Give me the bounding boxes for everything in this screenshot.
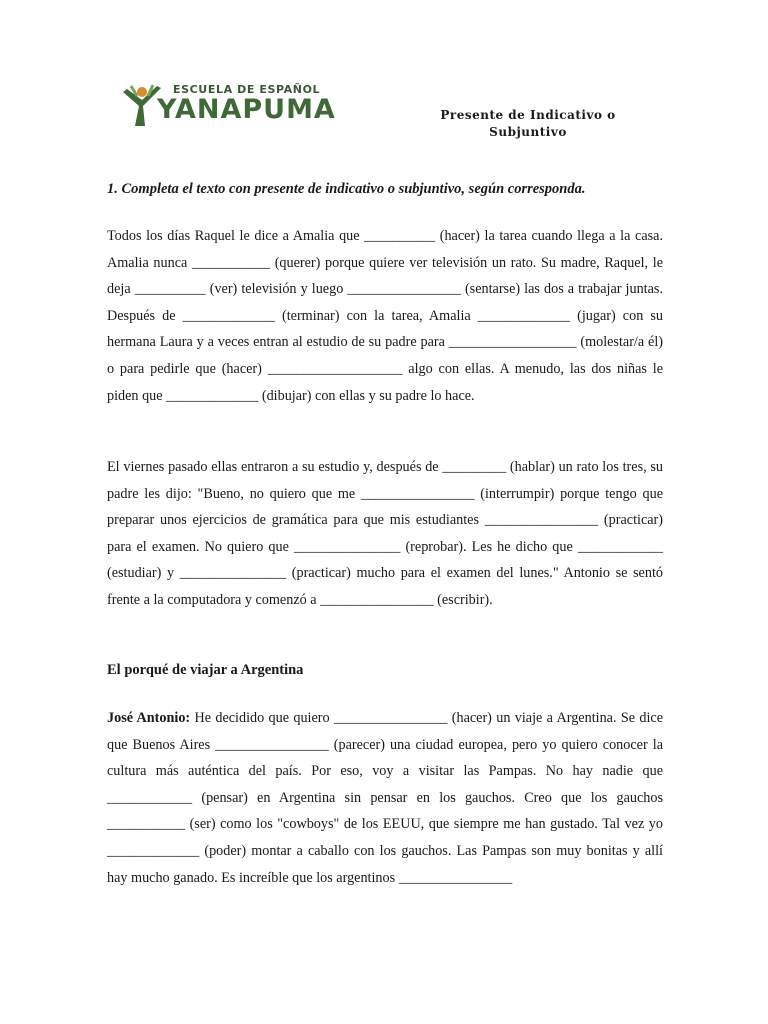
paragraph-2: El viernes pasado ellas entraron a su estudio y, después de _________ (hablar) un rato los tres, su padre les dijo: "Bueno, no quiero que me ________________ (interrumpir) porque tengo que preparar unos ejercicios de gramática para que mis estudiantes ________________ (practicar) para el examen. No quiero que _______________ (reprobar). Les he dicho que ____________ (estudiar) y _______________ (practicar) mucho para el examen del lunes." Antonio se sentó frente a la computadora y comenzó a ________________ (escribir). <box>107 459 663 608</box>
exercise-instructions: 1. Completa el texto con presente de indicativo o subjuntivo, según corresponda. <box>107 181 586 197</box>
title-line-2: Subjuntivo <box>489 125 567 139</box>
speaker-label: José Antonio: <box>107 710 191 726</box>
paragraph-3-text: He decidido que quiero ________________ (hacer) un viaje a Argentina. Se dice que Buenos Aires ________________ (parecer) una ciudad europea, pero yo quiero conocer la cultura más auténtica del país. Por eso, voy a visitar las Pampas. No hay nadie que ____________ (pensar) en Argentina sin pensar en los gauchos. Creo que los gauchos ___________ (ser) como los "cowboys" de los EEUU, que siempre me han gustado. Tal vez yo _____________ (poder) montar a caballo con los gauchos. Las Pampas son muy bonitas y allí hay mucho ganado. Es increíble que los argentinos ________________ <box>107 710 663 886</box>
logo-subtitle: ESCUELA DE ESPAÑOL <box>173 83 321 96</box>
title-line-1: Presente de Indicativo o <box>440 108 616 122</box>
school-logo <box>121 82 351 128</box>
worksheet-title <box>430 107 626 141</box>
section-heading: El porqué de viajar a Argentina <box>107 662 304 678</box>
paragraph-3 <box>107 705 663 891</box>
logo-wordmark: YANAPUMA <box>157 94 336 125</box>
paragraph-1: Todos los días Raquel le dice a Amalia que __________ (hacer) la tarea cuando llega a la casa. Amalia nunca ___________ (querer) porque quiere ver televisión un rato. Su madre, Raquel, le deja __________ (ver) televisión y luego ________________ (sentarse) las dos a trabajar juntas. Después de _____________ (terminar) con la tarea, Amalia _____________ (jugar) con su hermana Laura y a veces entran al estudio de su padre para __________________ (molestar/a él) o para pedirle que (hacer) ___________________ algo con ellas. A menudo, las dos niñas le piden que _____________ (dibujar) con ellas y su padre lo hace. <box>107 228 663 404</box>
